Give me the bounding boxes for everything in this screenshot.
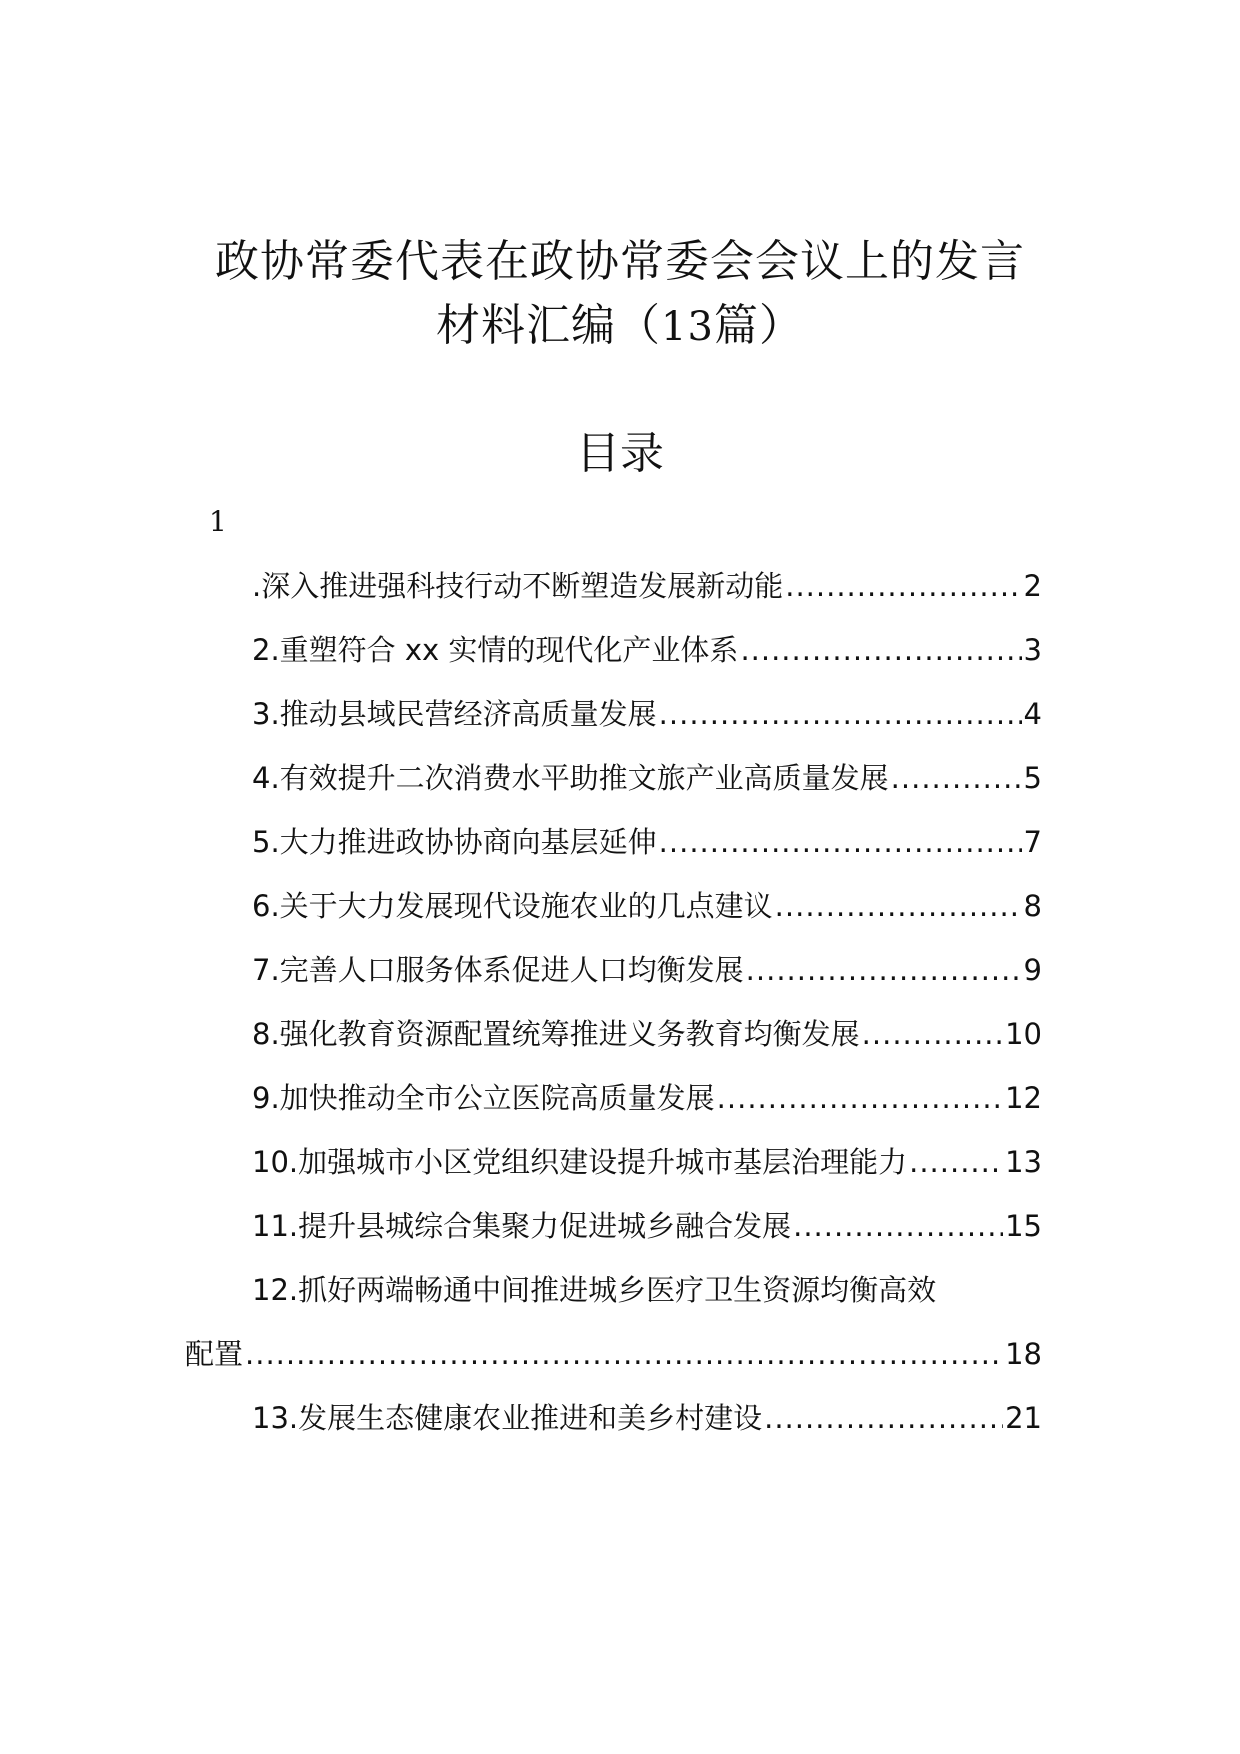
document-title-line-1: 政协常委代表在政协常委会会议上的发言 (215, 236, 1025, 287)
dot-leader (740, 628, 1021, 672)
toc-entry-11[interactable] (252, 1204, 1042, 1248)
toc-entry-label: .深入推进强科技行动不断塑造发展新动能 (252, 569, 784, 603)
toc-entry-9[interactable] (252, 1076, 1042, 1120)
dot-leader (717, 1076, 1003, 1120)
toc-entry-page: 15 (1005, 1209, 1042, 1243)
toc-entry-label: 13.发展生态健康农业推进和美乡村建设 (252, 1401, 763, 1435)
dot-leader (909, 1140, 1003, 1184)
dot-leader (793, 1204, 1003, 1248)
dot-leader (785, 564, 1021, 608)
dot-leader (862, 1012, 1003, 1056)
toc-entry-8[interactable] (252, 1012, 1042, 1056)
toc-entry-10[interactable] (252, 1140, 1042, 1184)
toc-entry-page: 12 (1005, 1081, 1042, 1115)
dot-leader (764, 1396, 1003, 1440)
toc-entry-label: 4.有效提升二次消费水平助推文旅产业高质量发展 (252, 761, 889, 795)
toc-entry-13[interactable] (252, 1396, 1042, 1440)
toc-entry-label: 5.大力推进政协协商向基层延伸 (252, 825, 657, 859)
title-count: 13 (661, 304, 714, 350)
toc-entry-label: 8.强化教育资源配置统筹推进义务教育均衡发展 (252, 1017, 860, 1051)
toc-entry-label: 12.抓好两端畅通中间推进城乡医疗卫生资源均衡高效 (252, 1273, 937, 1307)
toc-entry-12-line-1[interactable] (252, 1268, 1042, 1312)
toc-entry-label: 2.重塑符合 xx 实情的现代化产业体系 (252, 633, 739, 667)
toc-entry-page: 18 (1005, 1337, 1042, 1371)
toc-entry-6[interactable] (252, 884, 1042, 928)
toc-entry-page: 10 (1005, 1017, 1042, 1051)
toc-entry-label: 7.完善人口服务体系促进人口均衡发展 (252, 953, 744, 987)
toc-entry-12-line-2[interactable] (185, 1332, 1042, 1376)
toc-entry-4[interactable] (252, 756, 1042, 800)
toc-entry-page: 9 (1023, 953, 1042, 987)
document-title-line-2 (0, 296, 1240, 357)
stray-number: 1 (209, 505, 227, 538)
toc-entry-page: 4 (1023, 697, 1042, 731)
toc-entry-2[interactable] (252, 628, 1042, 672)
toc-entry-label: 10.加强城市小区党组织建设提升城市基层治理能力 (252, 1145, 908, 1179)
title-suffix: 篇） (713, 300, 804, 351)
toc-heading: 目录 (576, 428, 664, 479)
toc-entry-7[interactable] (252, 948, 1042, 992)
title-prefix: 材料汇编（ (436, 300, 662, 351)
toc-entry-1[interactable] (252, 564, 1042, 608)
toc-entry-page: 2 (1023, 569, 1042, 603)
toc-entry-3[interactable] (252, 692, 1042, 736)
toc-entry-label: 配置 (185, 1337, 244, 1371)
toc-entry-5[interactable] (252, 820, 1042, 864)
toc-entry-page: 5 (1023, 761, 1042, 795)
toc-entry-label: 6.关于大力发展现代设施农业的几点建议 (252, 889, 773, 923)
toc-entry-page: 7 (1023, 825, 1042, 859)
toc-entry-page: 8 (1023, 889, 1042, 923)
dot-leader (659, 820, 1022, 864)
dot-leader (659, 692, 1022, 736)
toc-entry-page: 3 (1023, 633, 1042, 667)
toc-entry-label: 3.推动县域民营经济高质量发展 (252, 697, 657, 731)
toc-entry-label: 11.提升县城综合集聚力促进城乡融合发展 (252, 1209, 792, 1243)
dot-leader (245, 1332, 1003, 1376)
toc-entry-page: 13 (1005, 1145, 1042, 1179)
dot-leader (746, 948, 1022, 992)
toc-entry-page: 21 (1005, 1401, 1042, 1435)
dot-leader (775, 884, 1022, 928)
toc-entry-label: 9.加快推动全市公立医院高质量发展 (252, 1081, 715, 1115)
dot-leader (891, 756, 1022, 800)
